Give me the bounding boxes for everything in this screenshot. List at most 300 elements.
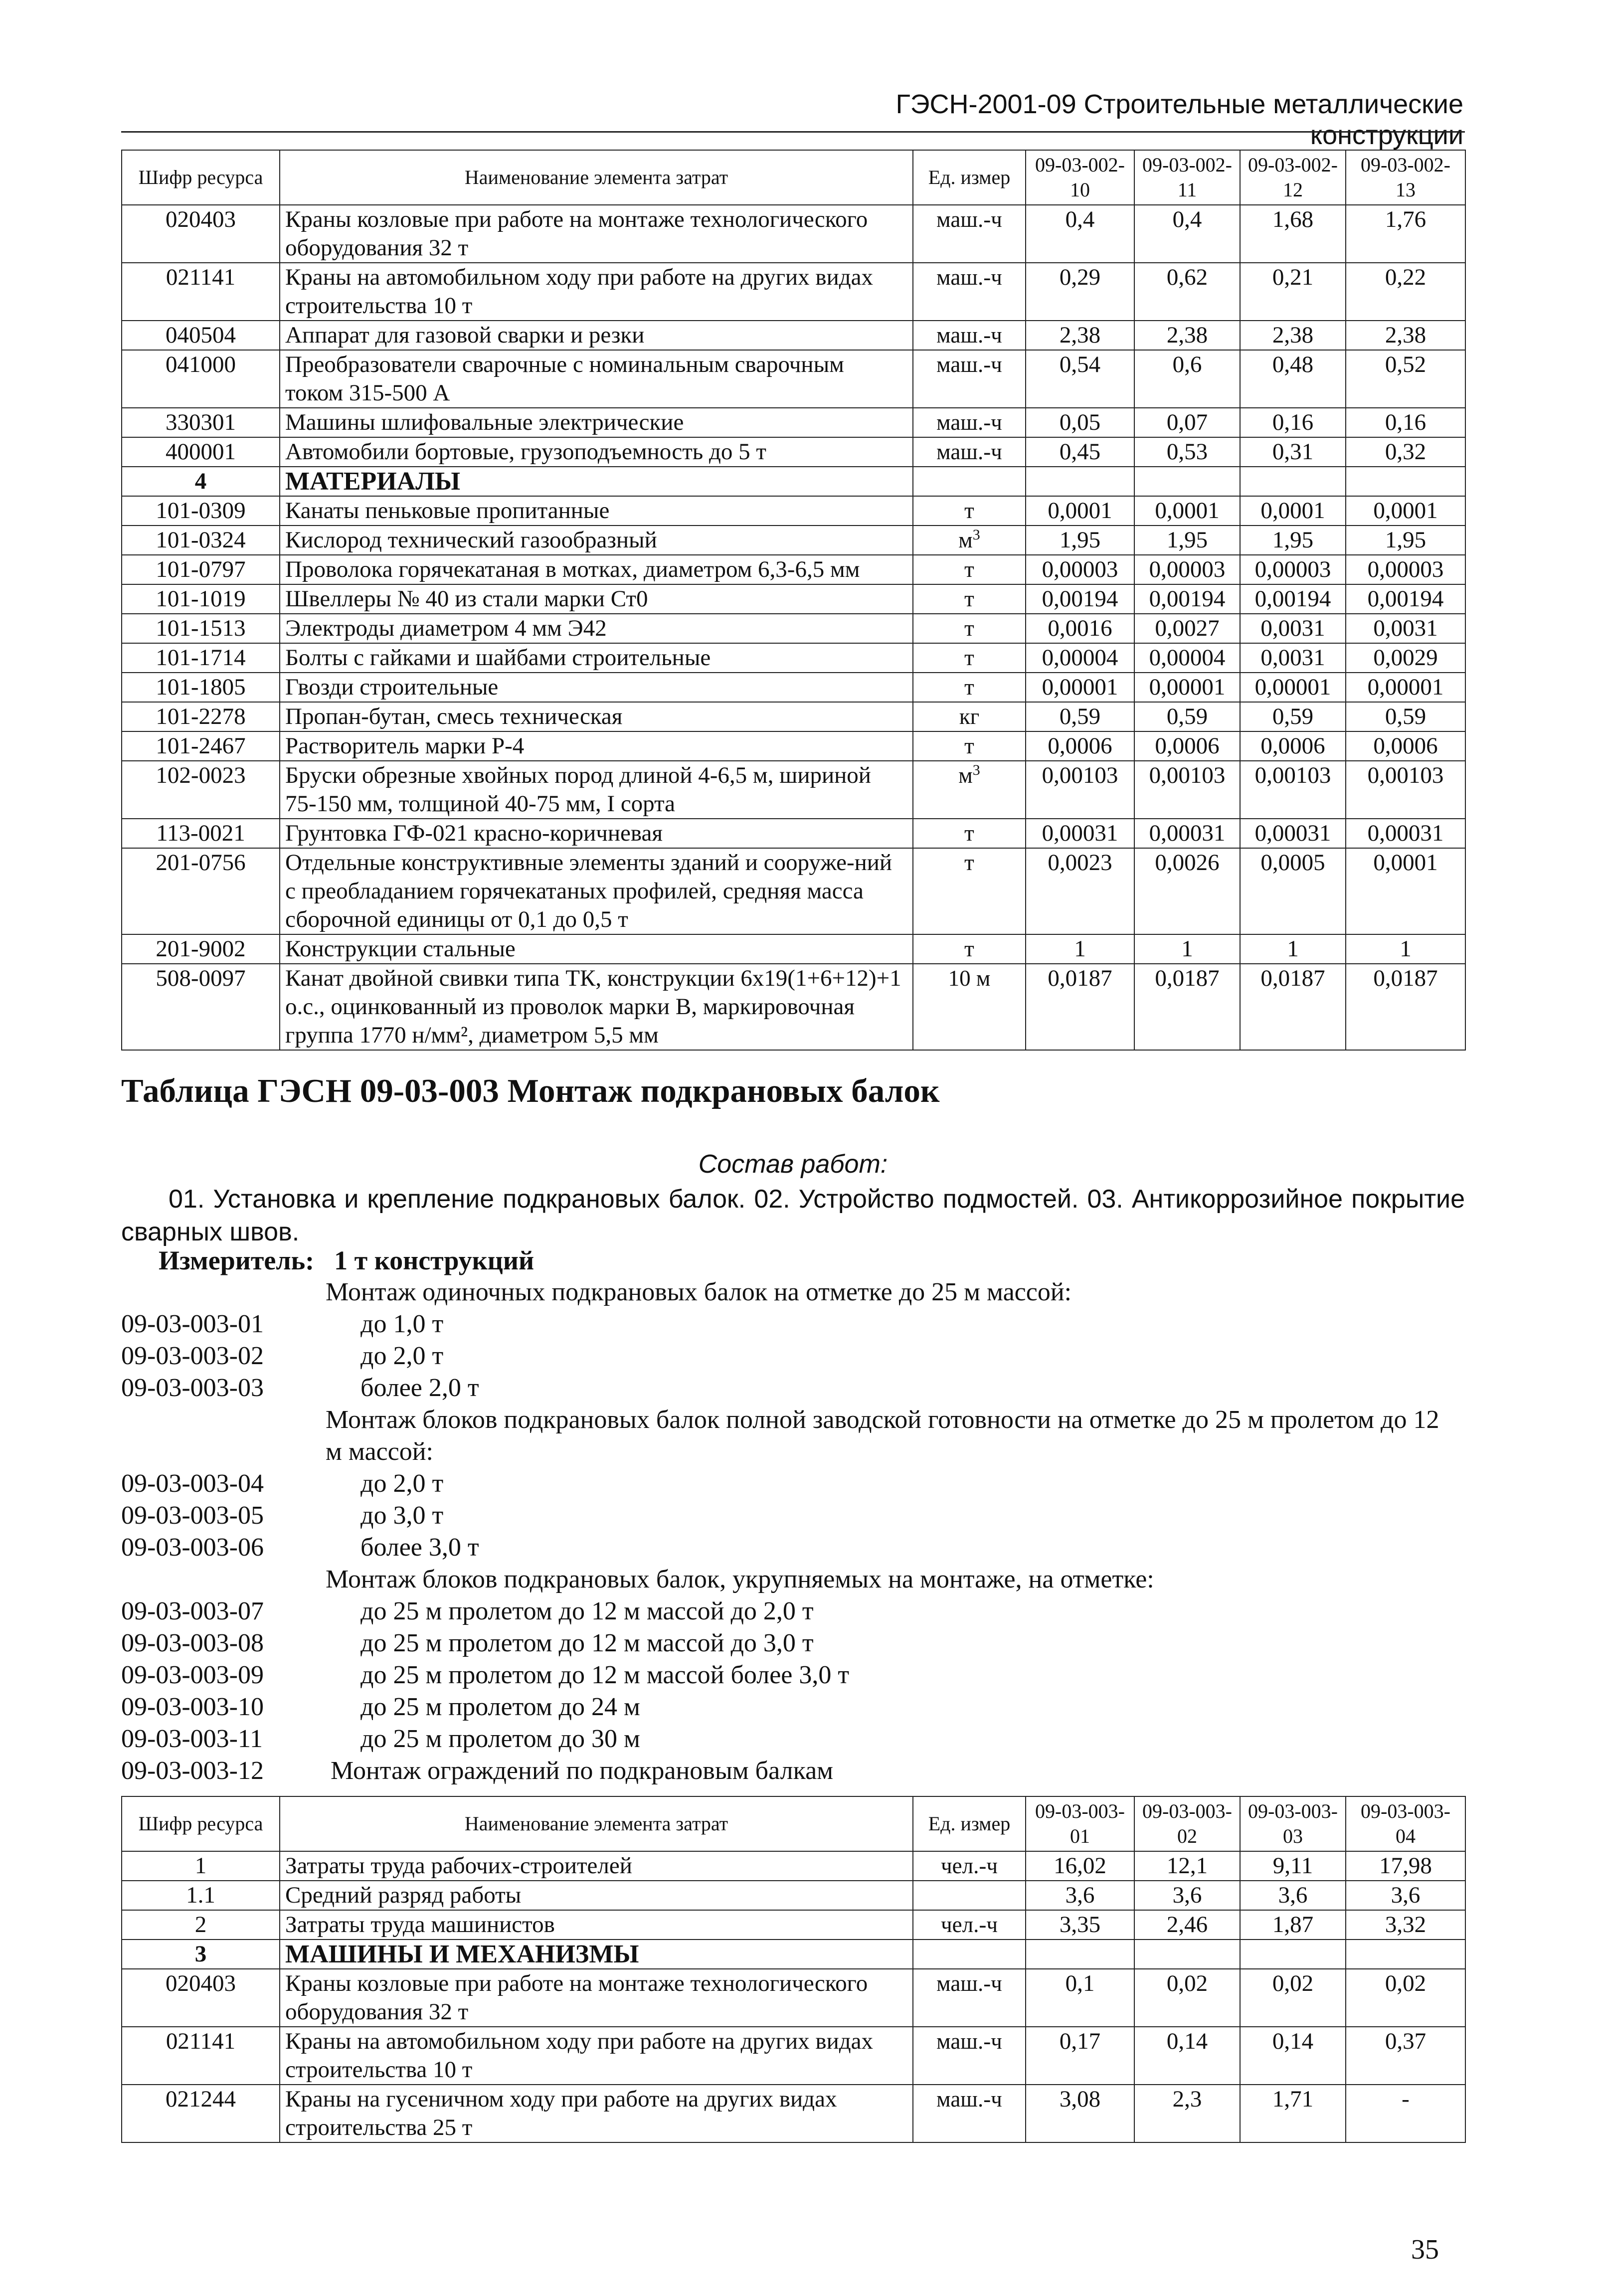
- resource-name: Затраты труда рабочих-строителей: [280, 1851, 913, 1881]
- norm-code: 09-03-003-11: [121, 1725, 263, 1753]
- norm-value: 0,00001: [1134, 673, 1240, 702]
- unit: [913, 673, 1026, 702]
- norm-value: 0,00194: [1240, 584, 1346, 614]
- resource-code: 021244: [122, 2085, 280, 2142]
- norm-value: 0,00003: [1026, 555, 1134, 584]
- norm-value: 3,6: [1346, 1881, 1465, 1910]
- unit: [913, 1940, 1026, 1969]
- resource-name: Краны козловые при работе на монтаже технологического оборудования 32 т: [280, 1969, 913, 2027]
- norm-value: 2,3: [1134, 2085, 1240, 2142]
- col-header-norm: 09-03-002-12: [1240, 150, 1346, 205]
- resource-name: Аппарат для газовой сварки и резки: [280, 321, 913, 350]
- norm-value: 0,00001: [1240, 673, 1346, 702]
- resource-code: 101-0309: [122, 496, 280, 526]
- resource-code: 400001: [122, 437, 280, 467]
- unit-superscript: 3: [972, 762, 980, 778]
- unit: [913, 848, 1026, 934]
- resource-code: 101-1805: [122, 673, 280, 702]
- norm-value: 0,0001: [1026, 496, 1134, 526]
- unit: [913, 526, 1026, 555]
- norm-description: до 25 м пролетом до 30 м: [360, 1725, 640, 1753]
- norm-value: 0,59: [1134, 702, 1240, 731]
- col-header-name: Наименование элемента затрат: [280, 1796, 913, 1851]
- norm-value: 0,00004: [1026, 643, 1134, 673]
- norm-code: 09-03-003-08: [121, 1629, 264, 1657]
- norm-value: 0,0006: [1346, 731, 1465, 761]
- unit-text: т: [964, 557, 974, 582]
- header-rule: [121, 131, 1465, 133]
- resource-code: 021141: [122, 2027, 280, 2085]
- norm-value: 0,00194: [1026, 584, 1134, 614]
- norm-code: 09-03-003-09: [121, 1661, 264, 1689]
- norm-value: 0,37: [1346, 2027, 1465, 2085]
- norm-code: 09-03-003-06: [121, 1533, 264, 1562]
- norm-value: 0,22: [1346, 263, 1465, 321]
- resource-row: [122, 555, 1465, 584]
- norm-value: 0,0026: [1134, 848, 1240, 934]
- norm-item: [121, 1691, 1465, 1723]
- norm-description: до 3,0 т: [360, 1501, 444, 1530]
- norm-value: 0,00103: [1026, 761, 1134, 819]
- norm-value: 2,46: [1134, 1910, 1240, 1940]
- resource-code: 508-0097: [122, 964, 280, 1050]
- norm-value: 1: [1026, 934, 1134, 964]
- unit-text: чел.-ч: [941, 1853, 998, 1878]
- resource-name: Конструкции стальные: [280, 934, 913, 964]
- resource-name: Автомобили бортовые, грузоподъемность до 5 т: [280, 437, 913, 467]
- norm-value: 0,21: [1240, 263, 1346, 321]
- norm-value: 0,02: [1240, 1969, 1346, 2027]
- norm-value: 2,38: [1134, 321, 1240, 350]
- resource-row: [122, 964, 1465, 1050]
- unit-text: маш.-ч: [936, 1971, 1002, 1996]
- resource-code: 021141: [122, 263, 280, 321]
- unit: [913, 584, 1026, 614]
- unit: [913, 1910, 1026, 1940]
- norm-value: 0,00003: [1240, 555, 1346, 584]
- norm-value: 1,87: [1240, 1910, 1346, 1940]
- norm-value: 16,02: [1026, 1851, 1134, 1881]
- resource-code: 3: [122, 1940, 280, 1969]
- norm-value: 1,76: [1346, 205, 1465, 263]
- norm-value: 1,95: [1346, 526, 1465, 555]
- resource-code: 101-0797: [122, 555, 280, 584]
- norm-value: 0,00103: [1240, 761, 1346, 819]
- resource-name: Краны козловые при работе на монтаже технологического оборудования 32 т: [280, 205, 913, 263]
- measure-line: [159, 1245, 534, 1276]
- norm-value: 0,59: [1240, 702, 1346, 731]
- norm-value: 0,59: [1346, 702, 1465, 731]
- norm-code: 09-03-003-12: [121, 1757, 264, 1785]
- norm-value: 0,00103: [1346, 761, 1465, 819]
- norm-value: [1026, 1940, 1134, 1969]
- table2-body: [122, 1851, 1465, 2142]
- norm-value: [1346, 467, 1465, 496]
- norm-value: [1134, 1940, 1240, 1969]
- norm-value: 3,35: [1026, 1910, 1134, 1940]
- norm-description: до 2,0 т: [360, 1469, 444, 1498]
- resource-code: 101-2278: [122, 702, 280, 731]
- norm-value: 1,68: [1240, 205, 1346, 263]
- resource-row: [122, 2085, 1465, 2142]
- page-number: 35: [1411, 2234, 1439, 2265]
- unit-text: маш.-ч: [936, 352, 1002, 377]
- norm-value: 3,6: [1134, 1881, 1240, 1910]
- norm-value: 0,00001: [1346, 673, 1465, 702]
- norm-value: 0,0027: [1134, 614, 1240, 643]
- norm-value: 0,00031: [1026, 819, 1134, 848]
- norm-description: до 25 м пролетом до 12 м массой до 2,0 т: [360, 1597, 814, 1625]
- norm-value: 0,0006: [1240, 731, 1346, 761]
- norm-item: [121, 1659, 1465, 1691]
- resource-row: [122, 321, 1465, 350]
- unit-text: т: [964, 675, 974, 700]
- norm-value: 0,1: [1026, 1969, 1134, 2027]
- resource-name: Отдельные конструктивные элементы зданий и сооруже-ний с преобладанием горячекатаных профилей, средняя масса сборочной единицы от 0,1 до 0,5 т: [280, 848, 913, 934]
- unit: [913, 408, 1026, 437]
- norm-description: до 25 м пролетом до 12 м массой до 3,0 т: [360, 1629, 814, 1657]
- norm-description: до 25 м пролетом до 24 м: [360, 1693, 640, 1721]
- unit-text: т: [964, 936, 974, 961]
- norm-code: 09-03-003-10: [121, 1693, 264, 1721]
- resource-name: Краны на гусеничном ходу при работе на других видах строительства 25 т: [280, 2085, 913, 2142]
- resource-row: [122, 934, 1465, 964]
- unit-text: т: [964, 586, 974, 611]
- norm-value: 0,0031: [1240, 614, 1346, 643]
- norm-value: 0,0001: [1346, 848, 1465, 934]
- unit-text: т: [964, 821, 974, 846]
- norm-value: 3,6: [1240, 1881, 1346, 1910]
- norm-value: 0,07: [1134, 408, 1240, 437]
- unit-text: маш.-ч: [936, 207, 1002, 232]
- norm-value: 1: [1134, 934, 1240, 964]
- norm-list: [121, 1276, 1465, 1787]
- unit: [913, 467, 1026, 496]
- table1-body: [122, 205, 1465, 1050]
- norm-description: более 2,0 т: [360, 1374, 479, 1402]
- resource-code: 1: [122, 1851, 280, 1881]
- col-header-unit: Ед. измер: [913, 1796, 1026, 1851]
- resource-row: [122, 437, 1465, 467]
- norm-value: 0,17: [1026, 2027, 1134, 2085]
- resource-name: Кислород технический газообразный: [280, 526, 913, 555]
- unit: [913, 555, 1026, 584]
- unit: [913, 1969, 1026, 2027]
- norm-value: -: [1346, 2085, 1465, 2142]
- norm-item: [121, 1308, 1465, 1340]
- norm-value: 3,32: [1346, 1910, 1465, 1940]
- norm-code: 09-03-003-02: [121, 1342, 264, 1370]
- norm-code: 09-03-003-04: [121, 1469, 264, 1498]
- resource-row: [122, 614, 1465, 643]
- norm-item: [121, 1340, 1465, 1372]
- norm-item: [121, 1500, 1465, 1532]
- norm-group-title: Монтаж блоков подкрановых балок полной заводской готовности на отметке до 25 м пролетом до 12 м массой:: [326, 1406, 1439, 1466]
- norm-value: 0,52: [1346, 350, 1465, 408]
- norm-value: 0,62: [1134, 263, 1240, 321]
- unit-text: т: [964, 645, 974, 670]
- norm-value: 0,00003: [1346, 555, 1465, 584]
- resource-name: Болты с гайками и шайбами строительные: [280, 643, 913, 673]
- norm-item: [121, 1627, 1465, 1659]
- norm-code: 09-03-003-07: [121, 1597, 264, 1625]
- resource-row: [122, 584, 1465, 614]
- norm-value: 0,45: [1026, 437, 1134, 467]
- resource-row: [122, 263, 1465, 321]
- norm-group-title: Монтаж одиночных подкрановых балок на отметке до 25 м массой:: [326, 1278, 1072, 1306]
- norm-value: 0,53: [1134, 437, 1240, 467]
- unit-text: м: [958, 528, 973, 552]
- resource-code: 201-0756: [122, 848, 280, 934]
- unit-text: маш.-ч: [936, 439, 1002, 464]
- resource-row: [122, 1851, 1465, 1881]
- unit-text: чел.-ч: [941, 1912, 998, 1937]
- norm-value: [1240, 1940, 1346, 1969]
- resource-name: Гвозди строительные: [280, 673, 913, 702]
- resource-name: Машины шлифовальные электрические: [280, 408, 913, 437]
- norm-value: 0,00103: [1134, 761, 1240, 819]
- norm-value: 0,6: [1134, 350, 1240, 408]
- norm-value: 0,00003: [1134, 555, 1240, 584]
- norm-value: 12,1: [1134, 1851, 1240, 1881]
- resource-code: 2: [122, 1910, 280, 1940]
- norm-value: 0,54: [1026, 350, 1134, 408]
- norm-value: 0,00194: [1346, 584, 1465, 614]
- norm-value: 2,38: [1026, 321, 1134, 350]
- resource-row: [122, 848, 1465, 934]
- norm-value: 0,0006: [1026, 731, 1134, 761]
- unit-text: т: [964, 850, 974, 875]
- measure-label: Измеритель:: [159, 1245, 315, 1275]
- norm-value: 0,4: [1134, 205, 1240, 263]
- resource-table-2: [121, 1796, 1466, 2143]
- norm-value: [1346, 1940, 1465, 1969]
- norm-value: 0,0029: [1346, 643, 1465, 673]
- norm-value: 0,0031: [1240, 643, 1346, 673]
- norm-value: 0,32: [1346, 437, 1465, 467]
- norm-value: 0,0016: [1026, 614, 1134, 643]
- norm-description: Монтаж ограждений по подкрановым балкам: [331, 1757, 834, 1785]
- resource-name: МАШИНЫ И МЕХАНИЗМЫ: [280, 1940, 913, 1969]
- resource-code: 101-0324: [122, 526, 280, 555]
- resource-row: [122, 2027, 1465, 2085]
- resource-code: 020403: [122, 205, 280, 263]
- unit: [913, 643, 1026, 673]
- resource-table-1: [121, 150, 1466, 1051]
- unit-text: т: [964, 498, 974, 523]
- unit: [913, 614, 1026, 643]
- resource-code: 040504: [122, 321, 280, 350]
- resource-name: Средний разряд работы: [280, 1881, 913, 1910]
- unit-text: маш.-ч: [936, 2029, 1002, 2054]
- norm-value: 0,00194: [1134, 584, 1240, 614]
- resource-code: 330301: [122, 408, 280, 437]
- resource-name: Канат двойной свивки типа ТК, конструкции 6х19(1+6+12)+1 о.с., оцинкованный из проволок марки В, маркировочная группа 1770 н/мм², диаметром 5,5 мм: [280, 964, 913, 1050]
- norm-group-item: [121, 1755, 1465, 1787]
- unit-text: маш.-ч: [936, 265, 1002, 290]
- work-composition-heading: Состав работ:: [698, 1150, 888, 1179]
- norm-value: 0,00031: [1346, 819, 1465, 848]
- unit: [913, 964, 1026, 1050]
- resource-code: 041000: [122, 350, 280, 408]
- norm-value: 0,0031: [1346, 614, 1465, 643]
- col-header-code: Шифр ресурса: [122, 1796, 280, 1851]
- norm-item: [121, 1532, 1465, 1564]
- resource-code: 1.1: [122, 1881, 280, 1910]
- unit: [913, 1881, 1026, 1910]
- col-header-norm: 09-03-003-04: [1346, 1796, 1465, 1851]
- norm-description: более 3,0 т: [360, 1533, 479, 1562]
- norm-value: 9,11: [1240, 1851, 1346, 1881]
- resource-name: Электроды диаметром 4 мм Э42: [280, 614, 913, 643]
- measure-value: 1 т конструкций: [334, 1245, 535, 1275]
- norm-value: 0,02: [1346, 1969, 1465, 2027]
- norm-value: [1134, 467, 1240, 496]
- norm-value: 0,0023: [1026, 848, 1134, 934]
- norm-value: 0,59: [1026, 702, 1134, 731]
- norm-value: 0,05: [1026, 408, 1134, 437]
- resource-row: [122, 673, 1465, 702]
- norm-value: 0,0187: [1346, 964, 1465, 1050]
- unit: [913, 321, 1026, 350]
- resource-name: Краны на автомобильном ходу при работе на других видах строительства 10 т: [280, 2027, 913, 2085]
- norm-value: 0,0187: [1026, 964, 1134, 1050]
- resource-row: [122, 526, 1465, 555]
- norm-value: 3,08: [1026, 2085, 1134, 2142]
- resource-name: Пропан-бутан, смесь техническая: [280, 702, 913, 731]
- section-row: [122, 1940, 1465, 1969]
- unit-text: кг: [959, 704, 980, 729]
- norm-value: 0,00001: [1026, 673, 1134, 702]
- norm-value: 0,0001: [1346, 496, 1465, 526]
- norm-value: 0,0006: [1134, 731, 1240, 761]
- norm-value: 0,16: [1240, 408, 1346, 437]
- norm-value: 0,29: [1026, 263, 1134, 321]
- resource-code: 102-0023: [122, 761, 280, 819]
- norm-value: 0,4: [1026, 205, 1134, 263]
- col-header-norm: 09-03-002-10: [1026, 150, 1134, 205]
- norm-value: 0,0001: [1134, 496, 1240, 526]
- norm-code: 09-03-003-03: [121, 1374, 264, 1402]
- unit: [913, 2085, 1026, 2142]
- unit-text: м: [958, 763, 973, 788]
- col-header-unit: Ед. измер: [913, 150, 1026, 205]
- resource-code: 101-1019: [122, 584, 280, 614]
- resource-name: Краны на автомобильном ходу при работе на других видах строительства 10 т: [280, 263, 913, 321]
- unit: [913, 934, 1026, 964]
- unit: [913, 2027, 1026, 2085]
- unit-text: т: [964, 616, 974, 641]
- unit: [913, 350, 1026, 408]
- unit-text: т: [964, 733, 974, 758]
- resource-row: [122, 819, 1465, 848]
- norm-value: 1: [1240, 934, 1346, 964]
- unit: [913, 205, 1026, 263]
- norm-value: 2,38: [1240, 321, 1346, 350]
- unit-text: маш.-ч: [936, 410, 1002, 435]
- unit-text: маш.-ч: [936, 323, 1002, 348]
- unit: [913, 437, 1026, 467]
- norm-value: 2,38: [1346, 321, 1465, 350]
- unit: [913, 731, 1026, 761]
- resource-name: Швеллеры № 40 из стали марки Ст0: [280, 584, 913, 614]
- norm-description: до 25 м пролетом до 12 м массой более 3,0 т: [360, 1661, 850, 1689]
- resource-row: [122, 1910, 1465, 1940]
- resource-name: Канаты пеньковые пропитанные: [280, 496, 913, 526]
- col-header-norm: 09-03-003-03: [1240, 1796, 1346, 1851]
- col-header-norm: 09-03-002-13: [1346, 150, 1465, 205]
- norm-value: 0,02: [1134, 1969, 1240, 2027]
- resource-name: Преобразователи сварочные с номинальным сварочным током 315-500 А: [280, 350, 913, 408]
- resource-code: 101-1513: [122, 614, 280, 643]
- resource-name: Бруски обрезные хвойных пород длиной 4-6,5 м, шириной 75-150 мм, толщиной 40-75 мм, I сорта: [280, 761, 913, 819]
- resource-row: [122, 761, 1465, 819]
- resource-row: [122, 408, 1465, 437]
- resource-name: Растворитель марки Р-4: [280, 731, 913, 761]
- resource-row: [122, 1969, 1465, 2027]
- col-header-name: Наименование элемента затрат: [280, 150, 913, 205]
- resource-row: [122, 496, 1465, 526]
- resource-name: Проволока горячекатаная в мотках, диаметром 6,3-6,5 мм: [280, 555, 913, 584]
- norm-value: 0,14: [1240, 2027, 1346, 2085]
- resource-code: 101-1714: [122, 643, 280, 673]
- norm-value: 0,0005: [1240, 848, 1346, 934]
- norm-value: [1026, 467, 1134, 496]
- norm-value: 1,95: [1026, 526, 1134, 555]
- resource-row: [122, 643, 1465, 673]
- resource-row: [122, 731, 1465, 761]
- norm-code: 09-03-003-05: [121, 1501, 264, 1530]
- norm-value: 0,0187: [1134, 964, 1240, 1050]
- col-header-norm: 09-03-002-11: [1134, 150, 1240, 205]
- resource-name: МАТЕРИАЛЫ: [280, 467, 913, 496]
- norm-description: до 1,0 т: [360, 1310, 444, 1338]
- norm-item: [121, 1595, 1465, 1627]
- unit: [913, 263, 1026, 321]
- resource-name: Затраты труда машинистов: [280, 1910, 913, 1940]
- norm-value: 0,00031: [1134, 819, 1240, 848]
- norm-value: 1,95: [1240, 526, 1346, 555]
- norm-value: 1,95: [1134, 526, 1240, 555]
- resource-row: [122, 350, 1465, 408]
- col-header-norm: 09-03-003-01: [1026, 1796, 1134, 1851]
- resource-code: 020403: [122, 1969, 280, 2027]
- resource-code: 201-9002: [122, 934, 280, 964]
- norm-item: [121, 1723, 1465, 1755]
- resource-code: 101-2467: [122, 731, 280, 761]
- unit: [913, 819, 1026, 848]
- norm-value: 1: [1346, 934, 1465, 964]
- unit-text: 10 м: [948, 966, 991, 991]
- resource-row: [122, 702, 1465, 731]
- resource-row: [122, 1881, 1465, 1910]
- unit: [913, 496, 1026, 526]
- norm-value: 0,14: [1134, 2027, 1240, 2085]
- resource-code: 113-0021: [122, 819, 280, 848]
- norm-group-title: Монтаж блоков подкрановых балок, укрупняемых на монтаже, на отметке:: [326, 1565, 1154, 1593]
- norm-value: 0,16: [1346, 408, 1465, 437]
- work-composition-text: 01. Установка и крепление подкрановых балок. 02. Устройство подмостей. 03. Антикоррозийное покрытие сварных швов.: [121, 1185, 1465, 1246]
- norm-item: [121, 1372, 1465, 1404]
- unit: [913, 761, 1026, 819]
- running-header: ГЭСН-2001-09 Строительные металлические конструкции: [895, 89, 1463, 150]
- norm-value: 0,0187: [1240, 964, 1346, 1050]
- table-title: Таблица ГЭСН 09-03-003 Монтаж подкрановых балок: [121, 1072, 940, 1109]
- col-header-norm: 09-03-003-02: [1134, 1796, 1240, 1851]
- norm-item: [121, 1468, 1465, 1500]
- norm-value: 0,00004: [1134, 643, 1240, 673]
- section-row: [122, 467, 1465, 496]
